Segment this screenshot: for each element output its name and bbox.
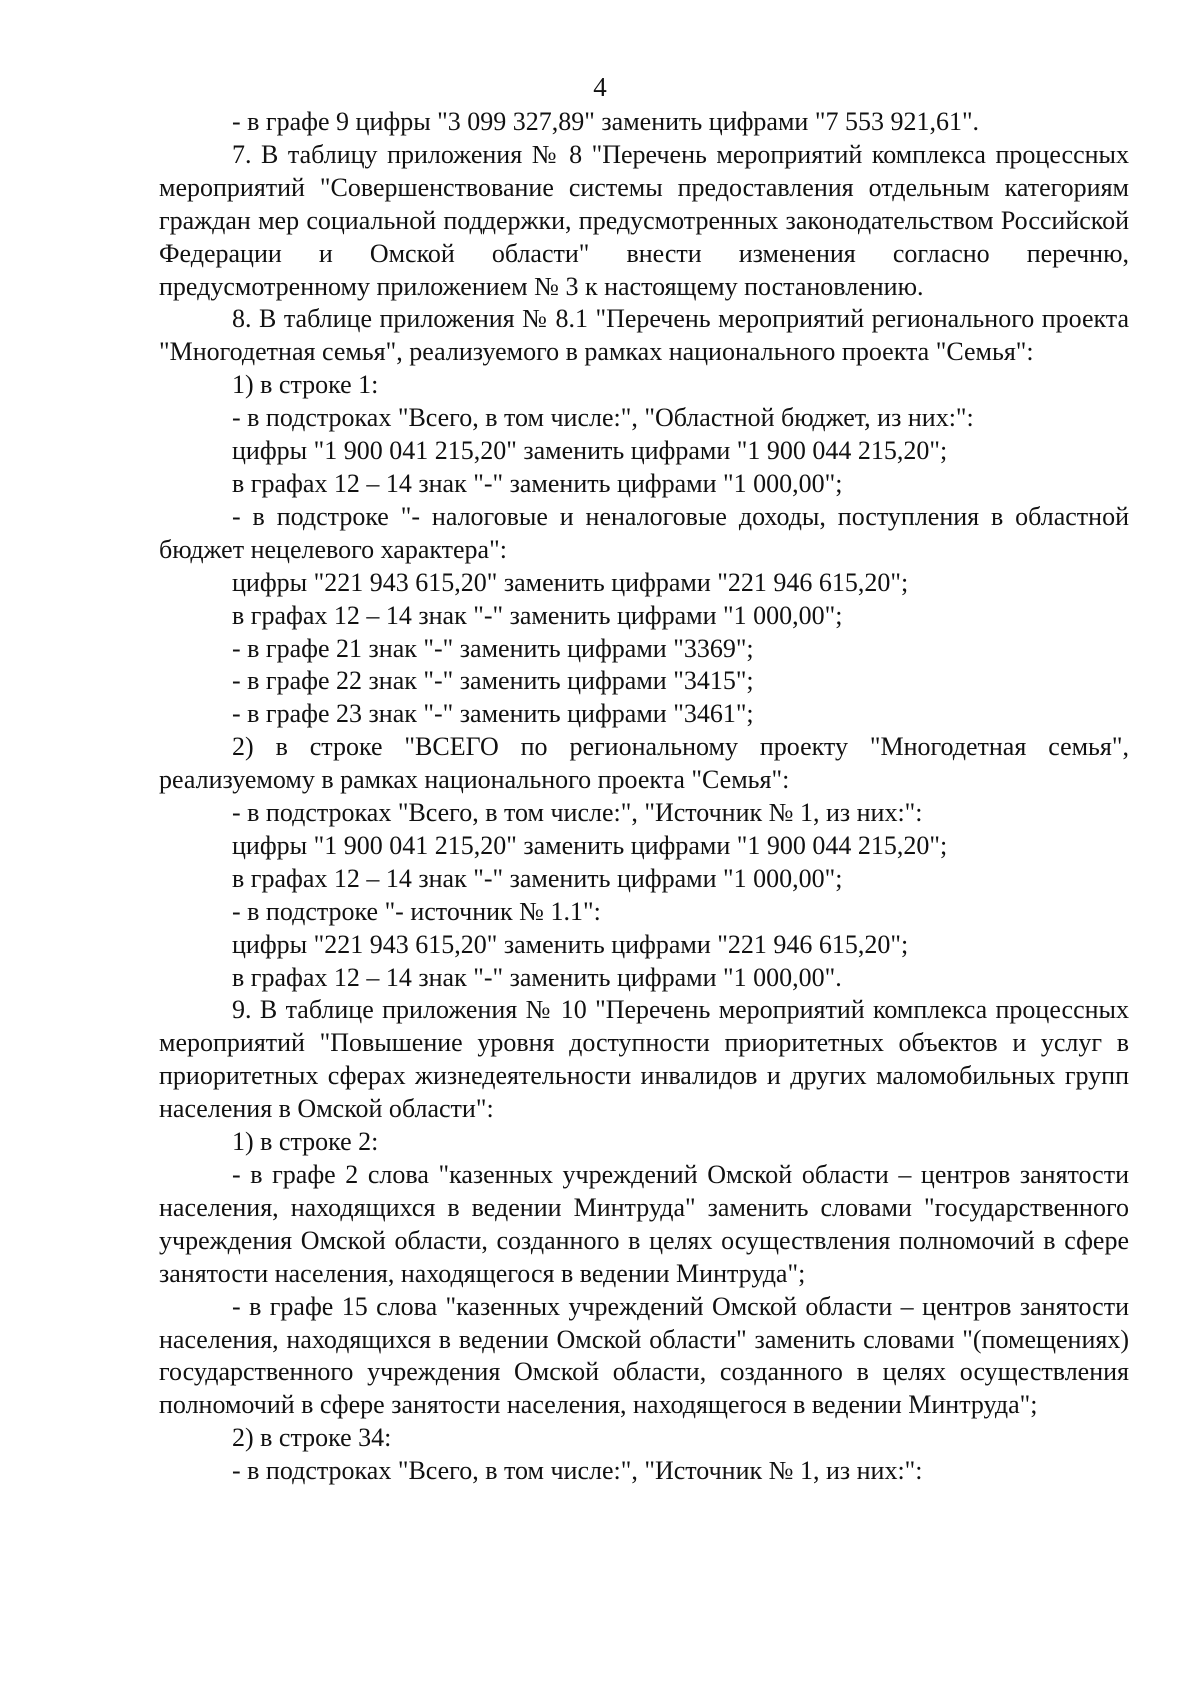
- paragraph: - в подстроках "Всего, в том числе:", "Источник № 1, из них:":: [232, 798, 923, 828]
- paragraph: - в подстроке "- источник № 1.1":: [232, 896, 601, 926]
- paragraph: цифры "221 943 615,20" заменить цифрами "221 946 615,20";: [232, 567, 909, 597]
- document-body: [159, 106, 1129, 1488]
- paragraph: цифры "221 943 615,20" заменить цифрами "221 946 615,20";: [232, 929, 909, 959]
- paragraph: в графах 12 – 14 знак "-" заменить цифрами "1 000,00".: [232, 962, 842, 992]
- paragraph: - в графе 23 знак "-" заменить цифрами "3461";: [232, 699, 754, 729]
- paragraph: - в графе 15 слова "казенных учреждений Омской области – центров занятости населения, находящихся в ведении Омской области" заменить словами "(помещениях) государственного учреждения Омской области, созданного в целях осуществления полномочий в сфере занятости населения, находящегося в ведении Минтруда";: [159, 1291, 1129, 1420]
- paragraph: 1) в строке 1:: [232, 370, 379, 400]
- paragraph-item-9: 9. В таблице приложения № 10 "Перечень мероприятий комплекса процессных мероприятий "Повышение уровня доступности приоритетных объектов и услуг в приоритетных сферах жизнедеятельности инвалидов и других маломобильных групп населения в Омской области":: [159, 995, 1129, 1124]
- paragraph: цифры "1 900 041 215,20" заменить цифрами "1 900 044 215,20";: [232, 830, 948, 860]
- paragraph: 2) в строке "ВСЕГО по региональному проекту "Многодетная семья", реализуемому в рамках национального проекта "Семья":: [159, 732, 1129, 795]
- paragraph: - в подстроках "Всего, в том числе:", "Источник № 1, из них:":: [232, 1456, 923, 1486]
- paragraph: в графах 12 – 14 знак "-" заменить цифрами "1 000,00";: [232, 600, 843, 630]
- paragraph: - в графе 2 слова "казенных учреждений Омской области – центров занятости населения, находящихся в ведении Минтруда" заменить словами "государственного учреждения Омской области, созданного в целях осуществления полномочий в сфере занятости населения, находящегося в ведении Минтруда";: [159, 1160, 1129, 1288]
- page-number: 4: [593, 72, 607, 102]
- paragraph: - в графе 22 знак "-" заменить цифрами "3415";: [232, 666, 754, 696]
- paragraph-item-7: 7. В таблицу приложения № 8 "Перечень мероприятий комплекса процессных мероприятий "Совершенствование системы предоставления отдельным категориям граждан мер социальной поддержки, предусмотренных законодательством Российской Федерации и Омской области" внести изменения согласно перечню, предусмотренному приложением № 3 к настоящему постановлению.: [159, 139, 1129, 301]
- paragraph: цифры "1 900 041 215,20" заменить цифрами "1 900 044 215,20";: [232, 436, 948, 466]
- paragraph: - в графе 21 знак "-" заменить цифрами "3369";: [232, 633, 754, 663]
- paragraph: 2) в строке 34:: [232, 1423, 392, 1453]
- paragraph: - в подстроке "- налоговые и неналоговые доходы, поступления в областной бюджет нецелевого характера":: [159, 501, 1129, 564]
- paragraph: в графах 12 – 14 знак "-" заменить цифрами "1 000,00";: [232, 863, 843, 893]
- paragraph: 1) в строке 2:: [232, 1127, 379, 1157]
- paragraph: в графах 12 – 14 знак "-" заменить цифрами "1 000,00";: [232, 468, 843, 498]
- paragraph: - в подстроках "Всего, в том числе:", "Областной бюджет, из них:":: [232, 403, 974, 433]
- paragraph-item-8: 8. В таблице приложения № 8.1 "Перечень мероприятий регионального проекта "Многодетная семья", реализуемого в рамках национального проекта "Семья":: [159, 304, 1129, 367]
- paragraph: - в графе 9 цифры "3 099 327,89" заменить цифрами "7 553 921,61".: [232, 107, 980, 136]
